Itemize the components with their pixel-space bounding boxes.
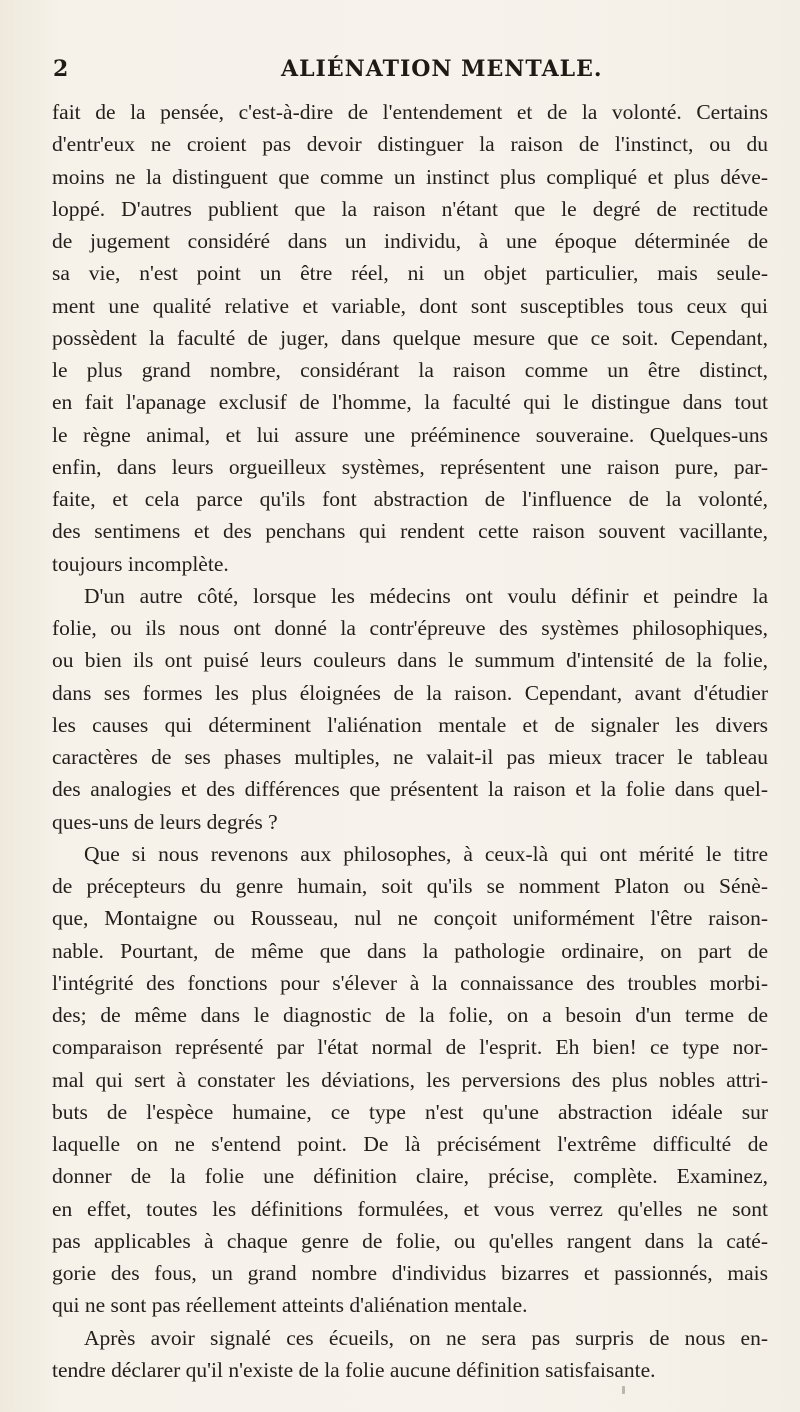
- text-line: possèdent la faculté de juger, dans quelque mesure que ce soit. Cependant,: [52, 325, 768, 350]
- text-line: les causes qui déterminent l'aliénation mentale et de signaler les divers: [52, 712, 768, 737]
- text-line: tendre déclarer qu'il n'existe de la folie aucune définition satisfaisante.: [52, 1357, 656, 1382]
- text-line: des sentimens et des penchans qui rendent cette raison souvent vacillante,: [52, 519, 768, 544]
- text-line: buts de l'espèce humaine, ce type n'est qu'une abstraction idéale sur: [52, 1099, 768, 1124]
- text-line: sa vie, n'est point un être réel, ni un objet particulier, mais seule-: [52, 261, 768, 286]
- text-line: ment une qualité relative et variable, dont sont susceptibles tous ceux qui: [52, 293, 768, 318]
- text-line: comparaison représenté par l'état normal de l'esprit. Eh bien! ce type nor-: [52, 1035, 768, 1060]
- text-line: d'entr'eux ne croient pas devoir distinguer la raison de l'instinct, ou du: [52, 132, 768, 157]
- text-line: des analogies et des différences que présentent la raison et la folie dans quel-: [52, 777, 768, 802]
- text-line: le plus grand nombre, considérant la raison comme un être distinct,: [52, 358, 768, 382]
- text-line: loppé. D'autres publient que la raison n'étant que le degré de rectitude: [52, 196, 768, 221]
- text-line: caractères de ses phases multiples, ne valait-il pas mieux tracer le tableau: [52, 745, 768, 769]
- text-line: gorie des fous, un grand nombre d'individus bizarres et passionnés, mais: [52, 1261, 768, 1285]
- text-line: de jugement considéré dans un individu, à une époque déterminée de: [52, 229, 768, 253]
- text-line: enfin, dans leurs orgueilleux systèmes, représentent une raison pure, par-: [52, 454, 768, 479]
- paragraph-3: [52, 838, 768, 1322]
- paragraph-4: [52, 1322, 768, 1387]
- text-line: Après avoir signalé ces écueils, on ne sera pas surpris de nous en-: [84, 1325, 768, 1350]
- page-header: [53, 56, 763, 90]
- text-line: en fait l'apanage exclusif de l'homme, la faculté qui le distingue dans tout: [52, 390, 768, 415]
- text-line: en effet, toutes les définitions formulées, et vous verrez qu'elles ne sont: [52, 1196, 768, 1221]
- text-line: le règne animal, et lui assure une prééminence souveraine. Quelques-uns: [52, 422, 768, 447]
- text-line: que, Montaigne ou Rousseau, nul ne conçoit uniformément l'être raison-: [52, 906, 768, 931]
- text-line: nable. Pourtant, de même que dans la pathologie ordinaire, on part de: [52, 938, 768, 963]
- scan-speck: [622, 1386, 625, 1394]
- text-line: donner de la folie une définition claire, précise, complète. Examinez,: [52, 1164, 768, 1189]
- body-text: [52, 96, 768, 1386]
- text-line: D'un autre côté, lorsque les médecins ont voulu définir et peindre la: [84, 583, 768, 608]
- text-line: ques-uns de leurs degrés ?: [52, 809, 278, 834]
- paragraph-1: [52, 96, 768, 580]
- page-number: 2: [53, 56, 69, 82]
- text-line: qui ne sont pas réellement atteints d'aliénation mentale.: [52, 1293, 528, 1318]
- text-line: des; de même dans le diagnostic de la folie, on a besoin d'un terme de: [52, 1003, 768, 1027]
- running-head: ALIÉNATION MENTALE.: [281, 56, 603, 82]
- text-line: mal qui sert à constater les déviations, les perversions des plus nobles attri-: [52, 1067, 768, 1092]
- text-line: laquelle on ne s'entend point. De là précisément l'extrême difficulté de: [52, 1132, 768, 1156]
- paragraph-2: [52, 580, 768, 838]
- text-line: faite, et cela parce qu'ils font abstraction de l'influence de la volonté,: [52, 487, 768, 511]
- text-line: dans ses formes les plus éloignées de la raison. Cependant, avant d'étudier: [52, 680, 768, 705]
- text-line: pas applicables à chaque genre de folie, ou qu'elles rangent dans la caté-: [52, 1228, 768, 1253]
- text-line: fait de la pensée, c'est-à-dire de l'entendement et de la volonté. Certains: [52, 100, 768, 124]
- text-line: toujours incomplète.: [52, 551, 229, 576]
- text-line: ou bien ils ont puisé leurs couleurs dans le summum d'intensité de la folie,: [52, 648, 768, 673]
- text-line: folie, ou ils nous ont donné la contr'épreuve des systèmes philosophiques,: [52, 616, 768, 640]
- text-line: l'intégrité des fonctions pour s'élever à la connaissance des troubles morbi-: [52, 970, 768, 995]
- text-line: de précepteurs du genre humain, soit qu'ils se nomment Platon ou Sénè-: [52, 874, 768, 898]
- text-line: Que si nous revenons aux philosophes, à ceux-là qui ont mérité le titre: [84, 841, 768, 866]
- text-line: moins ne la distinguent que comme un instinct plus compliqué et plus déve-: [52, 164, 768, 189]
